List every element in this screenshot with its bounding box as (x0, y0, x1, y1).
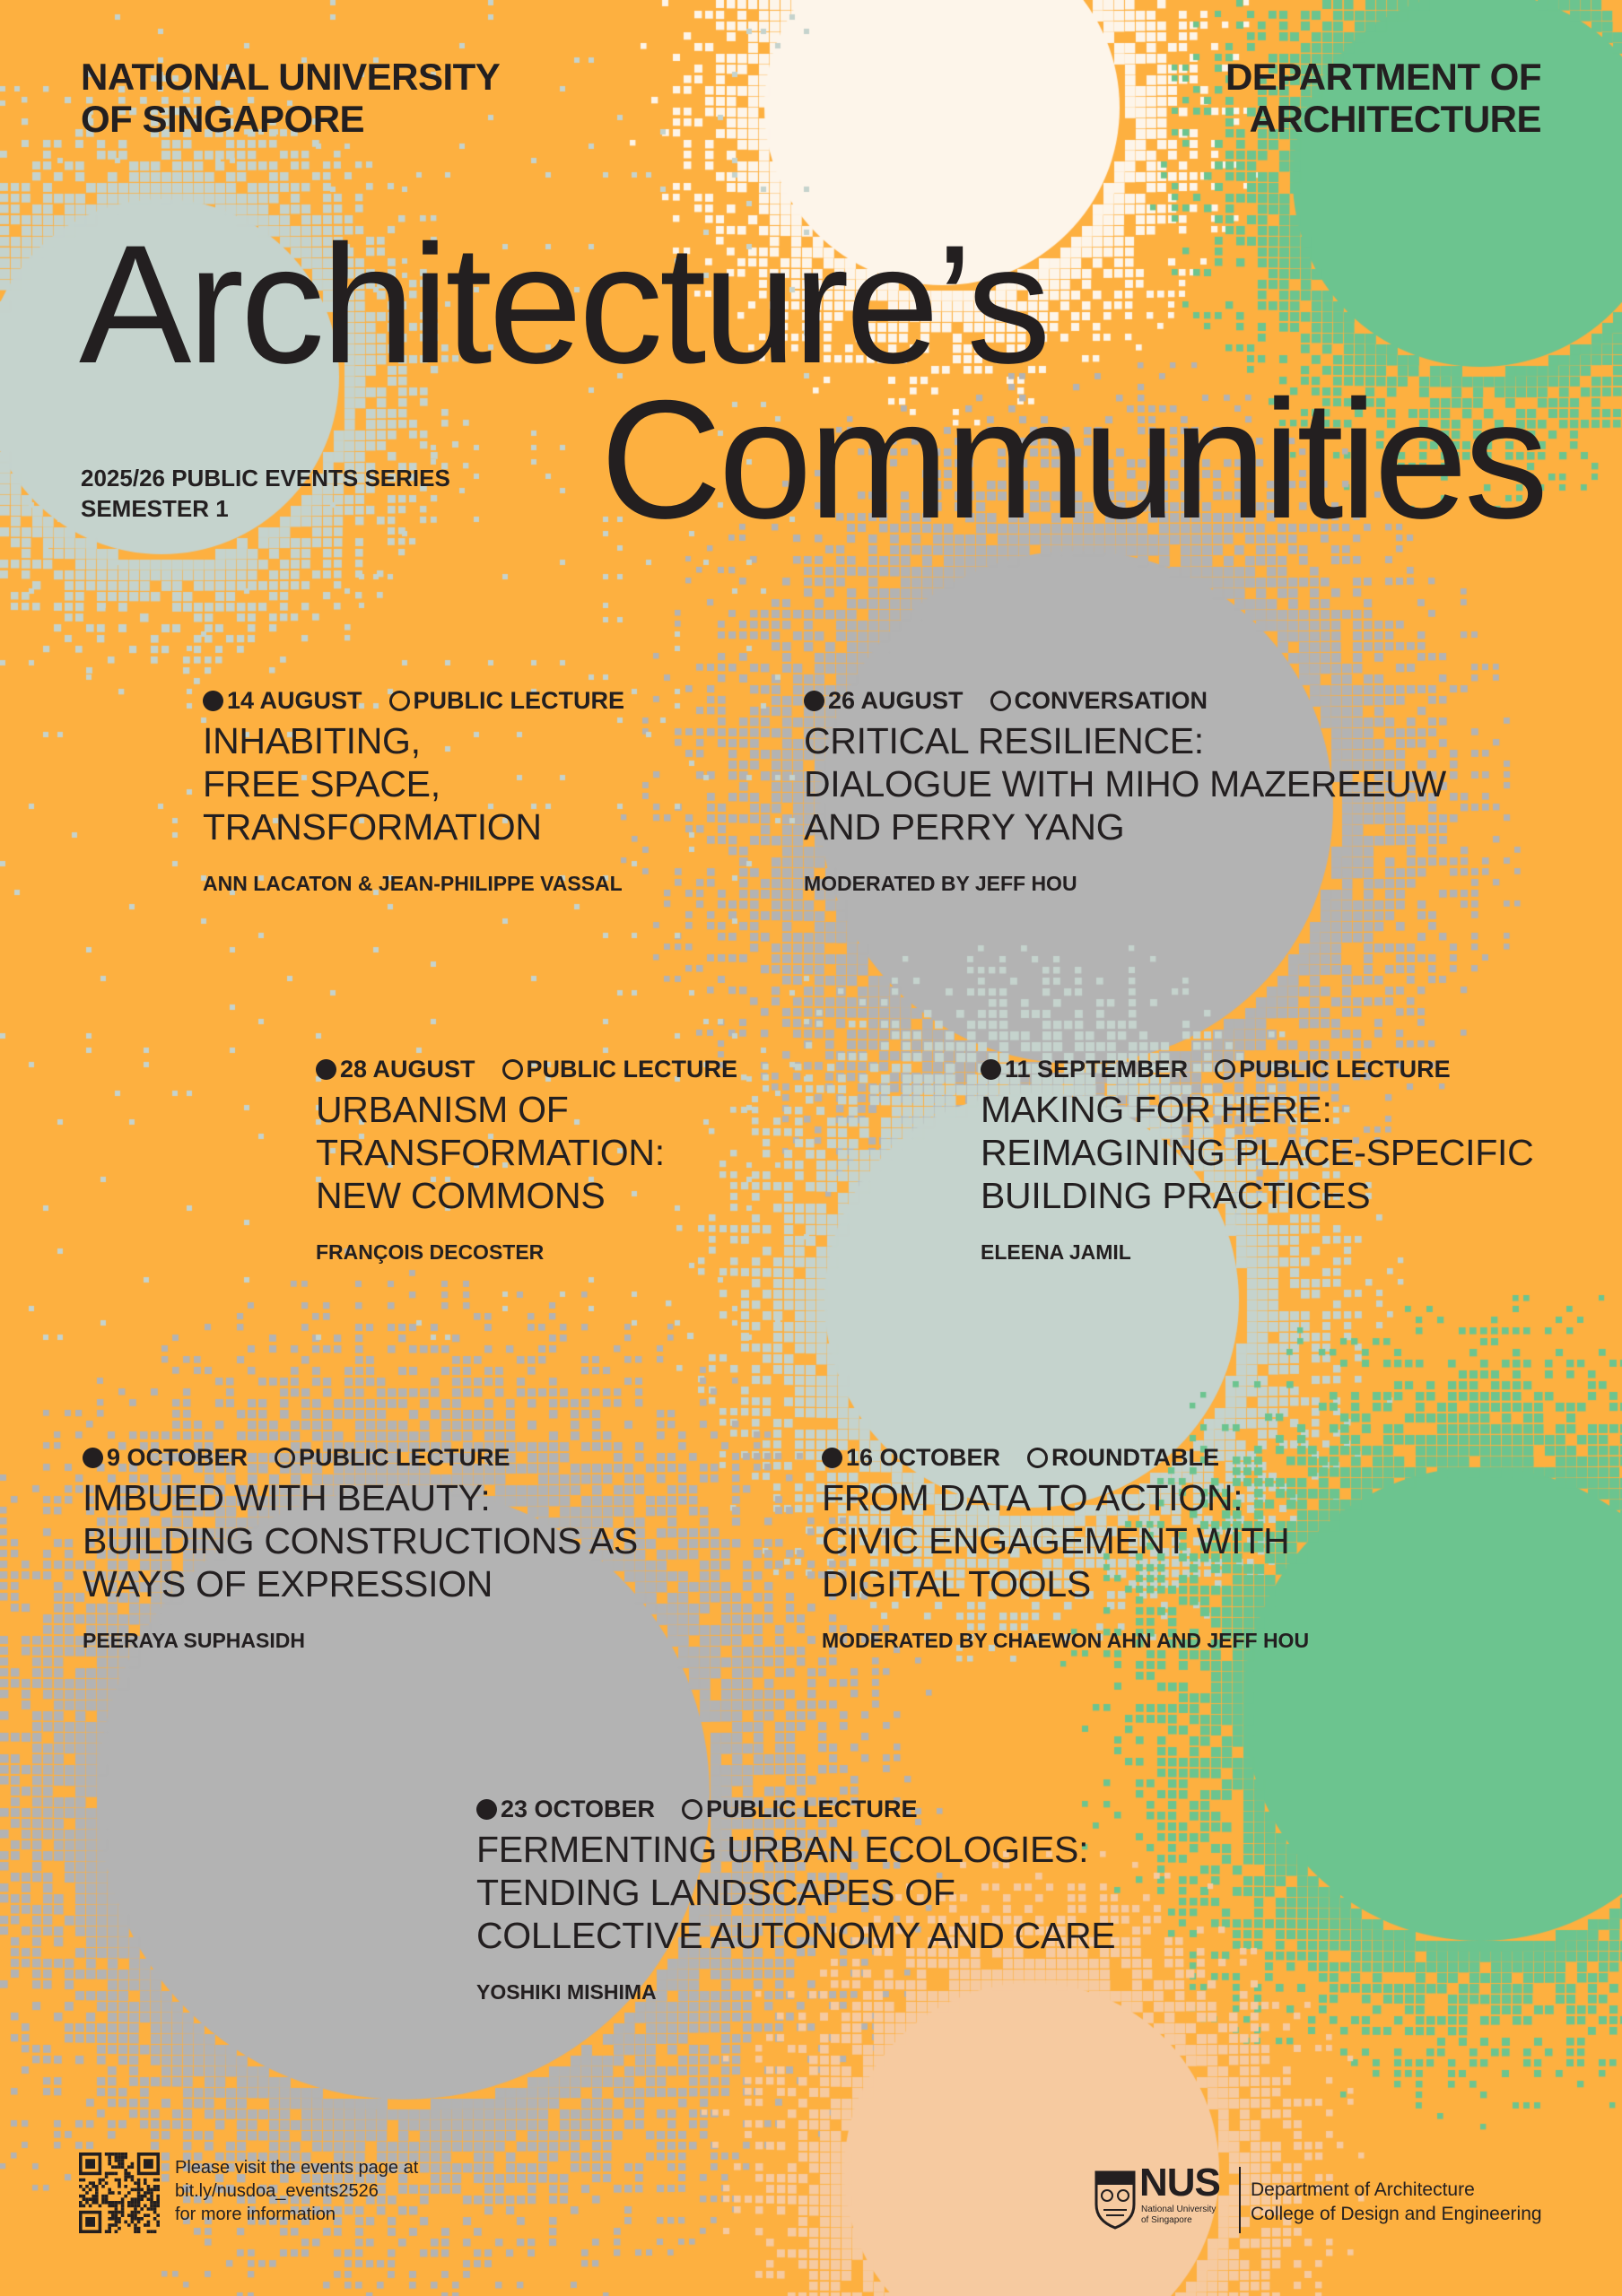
event-date: 9 OCTOBER (107, 1444, 249, 1471)
filled-dot-icon (476, 1799, 497, 1820)
title-line-2: Communities (600, 365, 1545, 553)
event-title-line: URBANISM OF (316, 1089, 569, 1130)
event-date: 11 SEPTEMBER (1005, 1056, 1189, 1083)
event-title-line: TRANSFORMATION: (316, 1132, 665, 1173)
event-1 (203, 685, 624, 897)
footer-line-1: Please visit the events page at (175, 2158, 419, 2178)
filled-dot-icon (981, 1059, 1001, 1080)
nus-sub-line-2: of Singapore (1141, 2215, 1192, 2225)
events-link[interactable]: bit.ly/nusdoa_events2526 (175, 2181, 379, 2201)
event-title-line: MAKING FOR HERE: (981, 1089, 1332, 1130)
event-title-line: NEW COMMONS (316, 1175, 606, 1216)
event-type: PUBLIC LECTURE (526, 1056, 738, 1083)
event-title-line: FERMENTING URBAN ECOLOGIES: (476, 1829, 1089, 1870)
event-meta (83, 1442, 638, 1473)
department-line-2: ARCHITECTURE (1249, 98, 1541, 140)
event-title (476, 1828, 1115, 1957)
event-title-line: INHABITING, (203, 720, 421, 761)
department-name (1225, 56, 1541, 140)
event-3 (316, 1054, 737, 1265)
event-speaker: YOSHIKI MISHIMA (476, 1980, 657, 2004)
event-meta (981, 1054, 1533, 1084)
dept-line-2: College of Design and Engineering (1251, 2204, 1542, 2224)
filled-dot-icon (804, 691, 824, 711)
event-title-line: BUILDING CONSTRUCTIONS AS (83, 1520, 638, 1561)
ring-dot-icon (275, 1448, 295, 1468)
logo-divider (1239, 2167, 1241, 2233)
event-date: 26 AUGUST (828, 687, 964, 714)
series-line-2: SEMESTER 1 (81, 495, 229, 522)
ring-dot-icon (502, 1059, 523, 1080)
event-title-line: FROM DATA TO ACTION: (822, 1477, 1243, 1518)
event-title-line: AND PERRY YANG (804, 806, 1125, 848)
university-line-2: OF SINGAPORE (81, 98, 365, 140)
nus-wordmark: NUS (1139, 2161, 1220, 2205)
event-2 (804, 685, 1446, 897)
event-speaker: PEERAYA SUPHASIDH (83, 1629, 305, 1652)
series-line-1: 2025/26 PUBLIC EVENTS SERIES (81, 465, 450, 491)
event-date: 23 OCTOBER (501, 1796, 656, 1822)
event-date: 14 AUGUST (227, 687, 362, 714)
event-speaker: ANN LACATON & JEAN-PHILIPPE VASSAL (203, 872, 623, 895)
event-title-line: CRITICAL RESILIENCE: (804, 720, 1204, 761)
event-title-line: CIVIC ENGAGEMENT WITH (822, 1520, 1290, 1561)
event-meta (804, 685, 1446, 716)
department-credit (1251, 2178, 1542, 2226)
title-line-1: Architecture’s (79, 210, 1048, 398)
event-type: PUBLIC LECTURE (1239, 1056, 1451, 1083)
event-title (83, 1476, 638, 1605)
event-title-line: DIALOGUE WITH MIHO MAZEREEUW (804, 763, 1446, 804)
event-speaker: FRANÇOIS DECOSTER (316, 1240, 545, 1264)
ring-dot-icon (389, 691, 410, 711)
event-title (822, 1476, 1309, 1605)
event-meta (203, 685, 624, 716)
event-date: 16 OCTOBER (846, 1444, 1001, 1471)
filled-dot-icon (203, 691, 223, 711)
event-type: PUBLIC LECTURE (413, 687, 625, 714)
event-6 (822, 1442, 1309, 1654)
event-title-line: TENDING LANDSCAPES OF (476, 1872, 955, 1913)
ring-dot-icon (990, 691, 1011, 711)
event-7 (476, 1794, 1115, 2005)
department-line-1: DEPARTMENT OF (1225, 56, 1541, 98)
event-title-line: COLLECTIVE AUTONOMY AND CARE (476, 1915, 1116, 1956)
event-title (203, 719, 624, 848)
ring-dot-icon (1027, 1448, 1048, 1468)
event-title (316, 1088, 737, 1217)
event-meta (316, 1054, 737, 1084)
event-title-line: REIMAGINING PLACE-SPECIFIC (981, 1132, 1534, 1173)
event-speaker: ELEENA JAMIL (981, 1240, 1131, 1264)
event-type: PUBLIC LECTURE (299, 1444, 510, 1471)
event-date: 28 AUGUST (340, 1056, 475, 1083)
event-title-line: WAYS OF EXPRESSION (83, 1563, 493, 1605)
university-line-1: NATIONAL UNIVERSITY (81, 56, 501, 98)
event-type: CONVERSATION (1014, 687, 1208, 714)
filled-dot-icon (83, 1448, 103, 1468)
event-title-line: BUILDING PRACTICES (981, 1175, 1371, 1216)
event-title-line: IMBUED WITH BEAUTY: (83, 1477, 491, 1518)
ring-dot-icon (1215, 1059, 1235, 1080)
event-4 (981, 1054, 1533, 1265)
event-meta (822, 1442, 1309, 1473)
event-title-line: DIGITAL TOOLS (822, 1563, 1091, 1605)
university-name (81, 56, 500, 140)
dept-line-1: Department of Architecture (1251, 2179, 1475, 2200)
series-info (81, 463, 450, 524)
nus-subtitle (1141, 2205, 1216, 2226)
event-speaker: MODERATED BY CHAEWON AHN AND JEFF HOU (822, 1629, 1310, 1652)
event-type: ROUNDTABLE (1051, 1444, 1220, 1471)
event-title-line: FREE SPACE, (203, 763, 440, 804)
ring-dot-icon (682, 1799, 702, 1820)
event-title (981, 1088, 1533, 1217)
event-meta (476, 1794, 1115, 1824)
event-speaker: MODERATED BY JEFF HOU (804, 872, 1077, 895)
events-link-info (175, 2156, 418, 2226)
nus-sub-line-1: National University (1141, 2205, 1216, 2214)
qr-code-icon[interactable] (79, 2152, 160, 2233)
event-title-line: TRANSFORMATION (203, 806, 542, 848)
filled-dot-icon (822, 1448, 842, 1468)
event-type: PUBLIC LECTURE (706, 1796, 918, 1822)
event-title (804, 719, 1446, 848)
footer-line-3: for more information (175, 2205, 336, 2224)
event-5 (83, 1442, 638, 1654)
filled-dot-icon (316, 1059, 336, 1080)
